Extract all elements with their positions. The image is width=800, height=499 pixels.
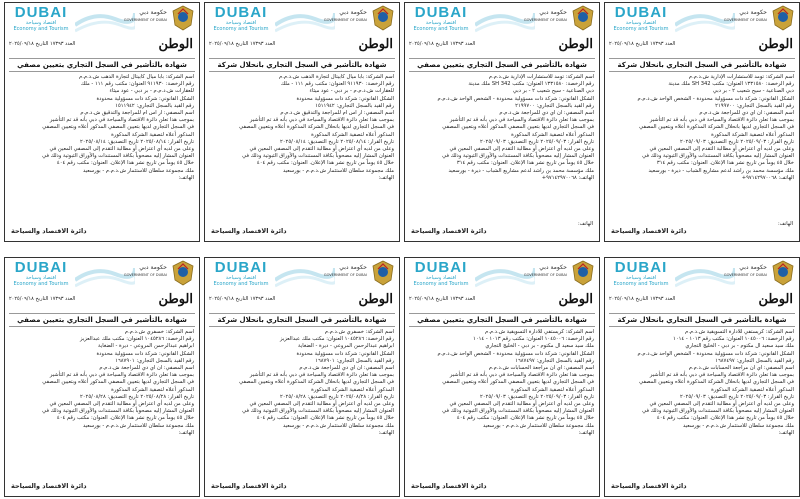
notice-body: [410, 74, 594, 182]
notice-line: للعقارات ش.ذ.م.م - بر دبي - عود ميثاء: [109, 88, 194, 95]
notice-line: ملك مؤسسة محمد بن راشد لدعم مشاريع الشباب - ديرة - بورسعيد: [648, 167, 794, 174]
government-crest: [125, 5, 195, 31]
gov-name-en: GOVERNMENT OF DUBAI: [523, 273, 567, 277]
notice-line: اسم الشركة: كريستفي للادارة التسويقية ش.ذ.م.م: [685, 329, 794, 335]
notice-line: رقم الرخصة: ٩١١٩٣٠ العنوان: مكتب رقم ١١١ - ملك: [280, 81, 394, 88]
notice-line: تاريخ القرار: ٢٠٢٥/٠٨/٢٨ تاريخ التصديق: ٢٠٢٥/٠٨/٢٨: [79, 393, 194, 400]
notice-line: ملك مجموعة سلطان للاستثمار ش.ذ.م.م - بورسعيد: [282, 167, 394, 174]
emblem-icon: [171, 260, 195, 286]
issue-number: العدد ١٧٣٩٣ التاريخ ٢٠٢٥/٠٩/١٨: [209, 41, 276, 47]
notice-line: اسم الشركة: بابا ميال كابيتال لتجارة الذهب ش.ذ.م.م: [79, 74, 194, 80]
notice-line: الهاتف:: [778, 429, 794, 436]
emblem-icon: [371, 260, 395, 286]
notice-line: المذكور أعلاه لتصفية الشركة المذكورة: [511, 131, 594, 138]
notice-body: [210, 74, 394, 182]
notice-line: وعلى من لديه أي اعتراض أو مطالبة التقدم إلى المصفي المعين في: [49, 146, 194, 153]
notice-line: تاريخ القرار: ٢٠٢٥/٠٩/٠٣ تاريخ التصديق: ٢٠٢٥/٠٩/٠٣: [479, 393, 594, 400]
notice-line: خلال ٤٥ يوماً من تاريخ نشر هذا الإعلان. العنوان: مكتب رقم ٤٠٤: [56, 415, 194, 422]
gov-name-ar: حكومة دبي: [739, 264, 767, 271]
newspaper-name: الوطن: [158, 292, 193, 307]
notice-line: الهاتف: ٩٧١٤٢٩٧٠٠٦٨+: [541, 174, 594, 181]
signature-label: الهاتف:: [578, 221, 593, 227]
notice-line: رقم القيد بالسجل التجاري: ١٦٨٧٩٠١: [115, 357, 194, 364]
dubai-logo: [209, 260, 273, 287]
dubai-logo-sub-ar: اقتصاد وسياحة: [625, 275, 657, 281]
notice-meta: [5, 292, 199, 312]
notice-line: في السجل التجاري لديها بتعيين المصفي المذكور أعلاه وبتعيين المصفي: [42, 124, 194, 131]
notice-line: الهاتف:: [178, 174, 194, 181]
dubai-logo-word: DUBAI: [14, 4, 68, 21]
notice-line: اسم الشركة: تومد للاستشارات الإدارية ش.ذ.م.م: [488, 74, 594, 80]
dubai-logo-word: DUBAI: [214, 259, 268, 276]
notice-line: الشكل القانوني: شركة ذات مسؤولية محدودة: [296, 95, 394, 102]
notice-line: الهاتف:: [378, 429, 394, 436]
dubai-logo-word: DUBAI: [414, 4, 468, 21]
notice-line: رقم القيد بالسجل التجاري: ١٥١١٩٤٢: [115, 102, 194, 109]
notice-line: وعلى من لديه أي اعتراض أو مطالبة التقدم إلى المصفي المعين في: [249, 401, 394, 408]
notice-line: المذكور أعلاه لتصفية الشركة المذكورة: [111, 131, 194, 138]
notice-line: خلال ٤٥ يوماً من تاريخ نشر هذا الإعلان. العنوان: مكتب رقم ٤٠٤: [656, 415, 794, 422]
notice-line: تاريخ القرار: ٢٠٢٥/٠٩/٠٣ تاريخ التصديق: ٢٠٢٥/٠٩/٠٣: [679, 138, 794, 145]
gov-name-ar: حكومة دبي: [139, 264, 167, 271]
notice-line: تاريخ القرار: ٢٠٢٥/٠٨/١٤ تاريخ التصديق: ٢٠٢٥/٠٨/١٤: [279, 138, 394, 145]
notice-line: اسم المصفي: ان اي دي للمراجعة ش.ذ.م.م: [299, 365, 394, 372]
notice-line: الشكل القانوني: شركة ذات مسؤولية محدودة - الشخص الواحد ش.ذ.م.م: [637, 350, 794, 357]
notice-card: [4, 257, 200, 497]
notice-card: [204, 2, 400, 242]
notice-line: بموجب هذا تعلن دائرة الاقتصاد والسياحة في دبي بأنه قد تم التأشير: [449, 372, 594, 379]
newspaper-name: الوطن: [358, 292, 393, 307]
notice-line: رقم الرخصة: ١٠٤٥٠٠٦ العنوان: مكتب رقم ١٠١٣ - ١٠١٤: [473, 336, 594, 343]
notice-header: [5, 3, 199, 37]
government-crest: [725, 260, 795, 286]
notice-header: [405, 3, 599, 37]
notice-line: وعلى من لديه أي اعتراض أو مطالبة التقدم إلى المصفي المعين في: [249, 146, 394, 153]
notice-line: في السجل التجاري لديها بتعيين المصفي المذكور أعلاه وبتعيين المصفي: [442, 124, 594, 131]
government-crest: [125, 260, 195, 286]
notice-line: رقم الرخصة: ١٠٤٥٠٠٦ العنوان: مكتب رقم ١٠١٣ - ١٠١٤: [673, 336, 794, 343]
dubai-logo: [609, 5, 673, 32]
gov-name-en: GOVERNMENT OF DUBAI: [123, 273, 167, 277]
department-footer: دائرة الاقتصاد والسياحة: [411, 227, 487, 235]
notice-line: اسم المصفي: ار اس ام للمراجعة والتدقيق ش.ذ.م.م: [280, 110, 394, 117]
notice-line: اسم المصفي: ان اي دي للمراجعة ش.ذ.م.م: [499, 110, 594, 117]
notice-line: ابراهيم عبدالرحمن المروعي - ديرة - الضغاية: [98, 343, 194, 350]
notice-line: ملك مجموعة سلطان للاستثمار ش.ذ.م.م - بورسعيد: [282, 422, 394, 429]
emblem-icon: [371, 5, 395, 31]
notice-title: شهادة بالتأشير في السجل التجاري بانحلال شركة: [609, 313, 795, 327]
newspaper-name: الوطن: [158, 37, 193, 52]
issue-number: العدد ١٧٣٩٣ التاريخ ٢٠٢٥/٠٩/١٨: [609, 41, 676, 47]
notice-line: المذكور أعلاه لتصفية الشركة المذكورة: [311, 131, 394, 138]
notice-line: خلال ٤٥ يوماً من تاريخ نشر هذا الإعلان. العنوان: مكتب رقم ٤٠٤: [256, 415, 394, 422]
notice-card: [604, 257, 800, 497]
issue-number: العدد ١٧٣٩٣ التاريخ ٢٠٢٥/٠٩/١٨: [9, 41, 76, 47]
department-footer: دائرة الاقتصاد والسياحة: [611, 482, 687, 490]
notice-line: رقم الرخصة: ١٣٣١٥٨٠ العنوان: مكتب 342 SH ملك مدينة: [468, 81, 594, 88]
notice-body: [410, 329, 594, 437]
notice-line: خلال ٤٥ يوماً من تاريخ نشر هذا الإعلان. العنوان: مكتب رقم ٤٠٤: [56, 160, 194, 167]
dubai-logo-word: DUBAI: [614, 259, 668, 276]
notice-card: [604, 2, 800, 242]
notice-line: الشكل القانوني: شركة ذات مسؤولية محدودة - الشخص الواحد ش.ذ.م.م: [437, 350, 594, 357]
dubai-logo-sub-en: Economy and Tourism: [13, 281, 69, 287]
dubai-logo: [9, 260, 73, 287]
issue-number: العدد ١٧٣٩٣ التاريخ ٢٠٢٥/٠٩/١٨: [609, 296, 676, 302]
dubai-logo-sub-en: Economy and Tourism: [213, 281, 269, 287]
notice-line: خلال ٤٥ يوماً من تاريخ نشر هذا الإعلان. العنوان: مكتب رقم ٣١٤: [456, 160, 594, 167]
notice-line: الهاتف: ٩٧١٤٢٩٧٠٠٦٨+: [741, 174, 794, 181]
notice-meta: [205, 37, 399, 57]
notice-line: رقم القيد بالسجل التجاري: ٢١٩٩٧٠٠: [715, 102, 794, 109]
dubai-logo-sub-ar: اقتصاد وسياحة: [425, 275, 457, 281]
notice-line: اسم المصفي: ان اي دي للمراجعة ش.ذ.م.م: [99, 365, 194, 372]
notice-card: [204, 257, 400, 497]
gov-name-en: GOVERNMENT OF DUBAI: [123, 18, 167, 22]
notice-line: الشكل القانوني: شركة ذات مسؤولية محدودة: [296, 350, 394, 357]
gov-name-ar: حكومة دبي: [339, 9, 367, 16]
notice-line: العنوان المشار إليه مصحوباً بكافة المستندات والأوراق الثبوتية وذلك في: [42, 408, 194, 415]
notice-line: رقم القيد بالسجل التجاري: ١٦٨٧٤٩٧: [715, 357, 794, 364]
notice-line: رقم الرخصة: ١٣٣١٥٨٠ العنوان: مكتب 342 SH ملك مدينة: [668, 81, 794, 88]
notice-header: [205, 258, 399, 292]
department-footer: دائرة الاقتصاد والسياحة: [211, 227, 287, 235]
newspaper-name: الوطن: [358, 37, 393, 52]
notice-line: رقم القيد بالسجل التجاري: ١٦٨٧٩٠١: [315, 357, 394, 364]
notice-meta: [405, 37, 599, 57]
issue-number: العدد ١٧٣٩٣ التاريخ ٢٠٢٥/٠٩/١٨: [209, 296, 276, 302]
gov-name-en: GOVERNMENT OF DUBAI: [523, 18, 567, 22]
notice-line: رقم الرخصة: ١٠٤٥٢٨٦ العنوان: مكتب ملك عبدالعزيز: [280, 336, 394, 343]
notice-line: الهاتف:: [378, 174, 394, 181]
notice-line: ملك سيد سعيد ال مكتوم - بر دبي - الخليج التجاري: [685, 343, 794, 350]
notice-line: ملك مؤسسة محمد بن راشد لدعم مشاريع الشباب - ديرة - بورسعيد: [448, 167, 594, 174]
notice-line: خلال ٤٥ يوماً من تاريخ نشر هذا الإعلان. العنوان: مكتب رقم ٤٠٤: [456, 415, 594, 422]
notice-meta: [605, 292, 799, 312]
dubai-logo: [9, 5, 73, 32]
department-footer: دائرة الاقتصاد والسياحة: [411, 482, 487, 490]
gov-name-en: GOVERNMENT OF DUBAI: [723, 18, 767, 22]
notice-line: رقم الرخصة: ٩١١٩٣٠ العنوان: مكتب رقم ١١١ - ملك: [80, 81, 194, 88]
department-footer: دائرة الاقتصاد والسياحة: [211, 482, 287, 490]
notice-body: [10, 329, 194, 437]
notice-line: وعلى من لديه أي اعتراض أو مطالبة التقدم إلى المصفي المعين في: [649, 401, 794, 408]
newspaper-name: الوطن: [758, 37, 793, 52]
notice-line: للعقارات ش.ذ.م.م - بر دبي - عود ميثاء: [309, 88, 394, 95]
notice-line: ملك سيد سعيد ال مكتوم - بر دبي - الخليج التجاري: [485, 343, 594, 350]
department-footer: دائرة الاقتصاد والسياحة: [611, 227, 687, 235]
signature-label: الهاتف:: [778, 221, 793, 227]
notice-line: اسم الشركة: بابا ميال كابيتال لتجارة الذهب ش.ذ.م.م: [279, 74, 394, 80]
notice-line: العنوان المشار إليه مصحوباً بكافة المستندات والأوراق الثبوتية وذلك في: [642, 408, 794, 415]
notice-header: [5, 258, 199, 292]
dubai-logo-sub-en: Economy and Tourism: [13, 26, 69, 32]
notice-body: [210, 329, 394, 437]
notice-line: تاريخ القرار: ٢٠٢٥/٠٩/٠٣ تاريخ التصديق: ٢٠٢٥/٠٩/٠٣: [479, 138, 594, 145]
notice-line: ملك مجموعة سلطان للاستثمار ش.ذ.م.م - بورسعيد: [82, 422, 194, 429]
notice-line: بموجب هذا تعلن دائرة الاقتصاد والسياحة في دبي بأنه قد تم التأشير: [249, 117, 394, 124]
dubai-logo-sub-en: Economy and Tourism: [613, 281, 669, 287]
government-crest: [325, 5, 395, 31]
notice-meta: [205, 292, 399, 312]
notice-line: اسم المصفي: اي ان مراجعة الحسابات ش.ذ.م.م: [488, 365, 594, 372]
emblem-icon: [771, 5, 795, 31]
notice-line: في السجل التجاري لديها بانحلال الشركة المذكورة أعلاه وبتعيين المصفي: [639, 124, 794, 131]
notice-line: دبي الصناعية - سيح شعيب ٢ - بر دبي: [512, 88, 594, 95]
notice-line: الهاتف:: [578, 429, 594, 436]
notice-line: اسم الشركة: تومد للاستشارات الإدارية ش.ذ.م.م: [688, 74, 794, 80]
notice-line: دبي الصناعية - سيح شعيب ٢ - بر دبي: [712, 88, 794, 95]
dubai-logo-sub-ar: اقتصاد وسياحة: [425, 20, 457, 26]
gov-name-ar: حكومة دبي: [739, 9, 767, 16]
notice-line: الهاتف:: [178, 429, 194, 436]
notice-line: العنوان المشار إليه مصحوباً بكافة المستندات والأوراق الثبوتية وذلك في: [242, 408, 394, 415]
notice-line: وعلى من لديه أي اعتراض أو مطالبة التقدم إلى المصفي المعين في: [449, 401, 594, 408]
notice-header: [605, 3, 799, 37]
emblem-icon: [771, 260, 795, 286]
notice-line: بموجب هذا تعلن دائرة الاقتصاد والسياحة في دبي بأنه قد تم التأشير: [49, 372, 194, 379]
notice-line: العنوان المشار إليه مصحوباً بكافة المستندات والأوراق الثبوتية وذلك في: [242, 153, 394, 160]
notice-line: العنوان المشار إليه مصحوباً بكافة المستندات والأوراق الثبوتية وذلك في: [642, 153, 794, 160]
dubai-logo: [409, 260, 473, 287]
notice-line: الشكل القانوني: شركة ذات مسؤولية محدودة: [96, 350, 194, 357]
notice-title: شهادة بالتأشير في السجل التجاري بتعيين مصفي: [409, 313, 595, 327]
notice-line: المذكور أعلاه لتصفية الشركة المذكورة: [311, 386, 394, 393]
dubai-logo-sub-ar: اقتصاد وسياحة: [225, 275, 257, 281]
department-footer: دائرة الاقتصاد والسياحة: [11, 482, 87, 490]
notice-card: [404, 2, 600, 242]
dubai-logo: [409, 5, 473, 32]
notice-line: في السجل التجاري لديها بانحلال الشركة المذكورة أعلاه وبتعيين المصفي: [239, 379, 394, 386]
notice-line: العنوان المشار إليه مصحوباً بكافة المستندات والأوراق الثبوتية وذلك في: [442, 153, 594, 160]
notice-line: خلال ٤٥ يوماً من تاريخ نشر هذا الإعلان. العنوان: مكتب رقم ٣١٤: [656, 160, 794, 167]
notice-line: وعلى من لديه أي اعتراض أو مطالبة التقدم إلى المصفي المعين في: [649, 146, 794, 153]
issue-number: العدد ١٧٣٩٣ التاريخ ٢٠٢٥/٠٩/١٨: [409, 41, 476, 47]
notice-line: ملك مجموعة سلطان للاستثمار ش.ذ.م.م - بورسعيد: [682, 422, 794, 429]
notice-line: في السجل التجاري لديها بتعيين المصفي المذكور أعلاه وبتعيين المصفي: [442, 379, 594, 386]
notice-line: اسم الشركة: خسفري ش.ذ.م.م: [124, 329, 194, 335]
notice-line: الشكل القانوني: شركة ذات مسؤولية محدودة - الشخص الواحد ش.ذ.م.م: [437, 95, 594, 102]
government-crest: [325, 260, 395, 286]
notice-line: رقم الرخصة: ١٠٤٥٢٨٦ العنوان: مكتب ملك عبدالعزيز: [80, 336, 194, 343]
notice-line: رقم القيد بالسجل التجاري: ٢١٩٩٧٠٠: [515, 102, 594, 109]
notice-line: تاريخ القرار: ٢٠٢٥/٠٨/١٤ تاريخ التصديق: ٢٠٢٥/٠٨/١٤: [79, 138, 194, 145]
notice-title: شهادة بالتأشير في السجل التجاري بانحلال شركة: [609, 58, 795, 72]
notice-title: شهادة بالتأشير في السجل التجاري بتعيين مصفي: [9, 313, 195, 327]
gov-name-en: GOVERNMENT OF DUBAI: [323, 273, 367, 277]
dubai-logo-sub-ar: اقتصاد وسياحة: [625, 20, 657, 26]
newspaper-name: الوطن: [558, 37, 593, 52]
notice-line: تاريخ القرار: ٢٠٢٥/٠٨/٢٨ تاريخ التصديق: ٢٠٢٥/٠٨/٢٨: [279, 393, 394, 400]
notice-line: في السجل التجاري لديها بانحلال الشركة المذكورة أعلاه وبتعيين المصفي: [639, 379, 794, 386]
dubai-logo-sub-en: Economy and Tourism: [413, 281, 469, 287]
gov-name-ar: حكومة دبي: [339, 264, 367, 271]
dubai-logo-word: DUBAI: [214, 4, 268, 21]
notice-line: في السجل التجاري لديها بانحلال الشركة المذكورة أعلاه وبتعيين المصفي: [239, 124, 394, 131]
gov-name-en: GOVERNMENT OF DUBAI: [323, 18, 367, 22]
notice-header: [205, 3, 399, 37]
notice-line: بموجب هذا تعلن دائرة الاقتصاد والسياحة في دبي بأنه قد تم التأشير: [649, 117, 794, 124]
issue-number: العدد ١٧٣٩٣ التاريخ ٢٠٢٥/٠٩/١٨: [409, 296, 476, 302]
government-crest: [525, 260, 595, 286]
notice-meta: [405, 292, 599, 312]
notice-body: [610, 74, 794, 182]
notice-line: المذكور أعلاه لتصفية الشركة المذكورة: [711, 131, 794, 138]
dubai-logo: [209, 5, 273, 32]
notice-card: [4, 2, 200, 242]
notice-line: اسم الشركة: كريستفي للادارة التسويقية ش.ذ.م.م: [485, 329, 594, 335]
notice-line: بموجب هذا تعلن دائرة الاقتصاد والسياحة في دبي بأنه قد تم التأشير: [49, 117, 194, 124]
notice-line: اسم المصفي: ان اي دي للمراجعة ش.ذ.م.م: [699, 110, 794, 117]
gov-name-ar: حكومة دبي: [539, 9, 567, 16]
notice-body: [610, 329, 794, 437]
dubai-logo-word: DUBAI: [14, 259, 68, 276]
newspaper-name: الوطن: [758, 292, 793, 307]
notice-line: المذكور أعلاه لتصفية الشركة المذكورة: [511, 386, 594, 393]
notice-line: الشكل القانوني: شركة ذات مسؤولية محدودة - الشخص الواحد ش.ذ.م.م: [637, 95, 794, 102]
notice-line: الشكل القانوني: شركة ذات مسؤولية محدودة: [96, 95, 194, 102]
notice-title: شهادة بالتأشير في السجل التجاري بتعيين مصفي: [9, 58, 195, 72]
gov-name-ar: حكومة دبي: [539, 264, 567, 271]
notice-line: رقم القيد بالسجل التجاري: ١٥١١٩٤٢: [315, 102, 394, 109]
notice-line: بموجب هذا تعلن دائرة الاقتصاد والسياحة في دبي بأنه قد تم التأشير: [649, 372, 794, 379]
notice-title: شهادة بالتأشير في السجل التجاري بانحلال شركة: [209, 58, 395, 72]
notice-line: وعلى من لديه أي اعتراض أو مطالبة التقدم إلى المصفي المعين في: [49, 401, 194, 408]
government-crest: [725, 5, 795, 31]
dubai-logo-sub-ar: اقتصاد وسياحة: [25, 275, 57, 281]
notice-line: رقم القيد بالسجل التجاري: ١٦٨٧٤٩٧: [515, 357, 594, 364]
dubai-logo: [609, 260, 673, 287]
notice-line: ابراهيم عبدالرحمن المروعي - ديرة - الضغاية: [298, 343, 394, 350]
notice-line: بموجب هذا تعلن دائرة الاقتصاد والسياحة في دبي بأنه قد تم التأشير: [449, 117, 594, 124]
notice-line: العنوان المشار إليه مصحوباً بكافة المستندات والأوراق الثبوتية وذلك في: [42, 153, 194, 160]
government-crest: [525, 5, 595, 31]
notice-card: [404, 257, 600, 497]
notice-line: المذكور أعلاه لتصفية الشركة المذكورة: [711, 386, 794, 393]
dubai-logo-sub-en: Economy and Tourism: [213, 26, 269, 32]
notice-line: اسم المصفي: ار اس ام للمراجعة والتدقيق ش.ذ.م.م: [80, 110, 194, 117]
notice-title: شهادة بالتأشير في السجل التجاري بتعيين مصفي: [409, 58, 595, 72]
dubai-logo-sub-en: Economy and Tourism: [613, 26, 669, 32]
gov-name-ar: حكومة دبي: [139, 9, 167, 16]
notice-body: [10, 74, 194, 182]
notice-meta: [605, 37, 799, 57]
notice-header: [605, 258, 799, 292]
notice-line: خلال ٤٥ يوماً من تاريخ نشر هذا الإعلان. العنوان: مكتب رقم ٤٠٤: [256, 160, 394, 167]
notice-line: المذكور أعلاه لتصفية الشركة المذكورة: [111, 386, 194, 393]
notice-line: العنوان المشار إليه مصحوباً بكافة المستندات والأوراق الثبوتية وذلك في: [442, 408, 594, 415]
emblem-icon: [571, 260, 595, 286]
notice-line: وعلى من لديه أي اعتراض أو مطالبة التقدم إلى المصفي المعين في: [449, 146, 594, 153]
emblem-icon: [171, 5, 195, 31]
newspaper-name: الوطن: [558, 292, 593, 307]
dubai-logo-word: DUBAI: [614, 4, 668, 21]
notice-line: بموجب هذا تعلن دائرة الاقتصاد والسياحة في دبي بأنه قد تم التأشير: [249, 372, 394, 379]
emblem-icon: [571, 5, 595, 31]
notice-title: شهادة بالتأشير في السجل التجاري بانحلال شركة: [209, 313, 395, 327]
dubai-logo-sub-ar: اقتصاد وسياحة: [25, 20, 57, 26]
department-footer: دائرة الاقتصاد والسياحة: [11, 227, 87, 235]
gov-name-en: GOVERNMENT OF DUBAI: [723, 273, 767, 277]
notice-line: اسم الشركة: خسفري ش.ذ.م.م: [324, 329, 394, 335]
notice-header: [405, 258, 599, 292]
notice-meta: [5, 37, 199, 57]
notice-line: ملك مجموعة سلطان للاستثمار ش.ذ.م.م - بورسعيد: [482, 422, 594, 429]
dubai-logo-sub-en: Economy and Tourism: [413, 26, 469, 32]
notice-line: تاريخ القرار: ٢٠٢٥/٠٩/٠٣ تاريخ التصديق: ٢٠٢٥/٠٩/٠٣: [679, 393, 794, 400]
issue-number: العدد ١٧٣٩٣ التاريخ ٢٠٢٥/٠٩/١٨: [9, 296, 76, 302]
notice-line: ملك مجموعة سلطان للاستثمار ش.ذ.م.م - بورسعيد: [82, 167, 194, 174]
notice-line: اسم المصفي: اي ان مراجعة الحسابات ش.ذ.م.م: [688, 365, 794, 372]
notice-line: في السجل التجاري لديها بتعيين المصفي المذكور أعلاه وبتعيين المصفي: [42, 379, 194, 386]
dubai-logo-sub-ar: اقتصاد وسياحة: [225, 20, 257, 26]
dubai-logo-word: DUBAI: [414, 259, 468, 276]
